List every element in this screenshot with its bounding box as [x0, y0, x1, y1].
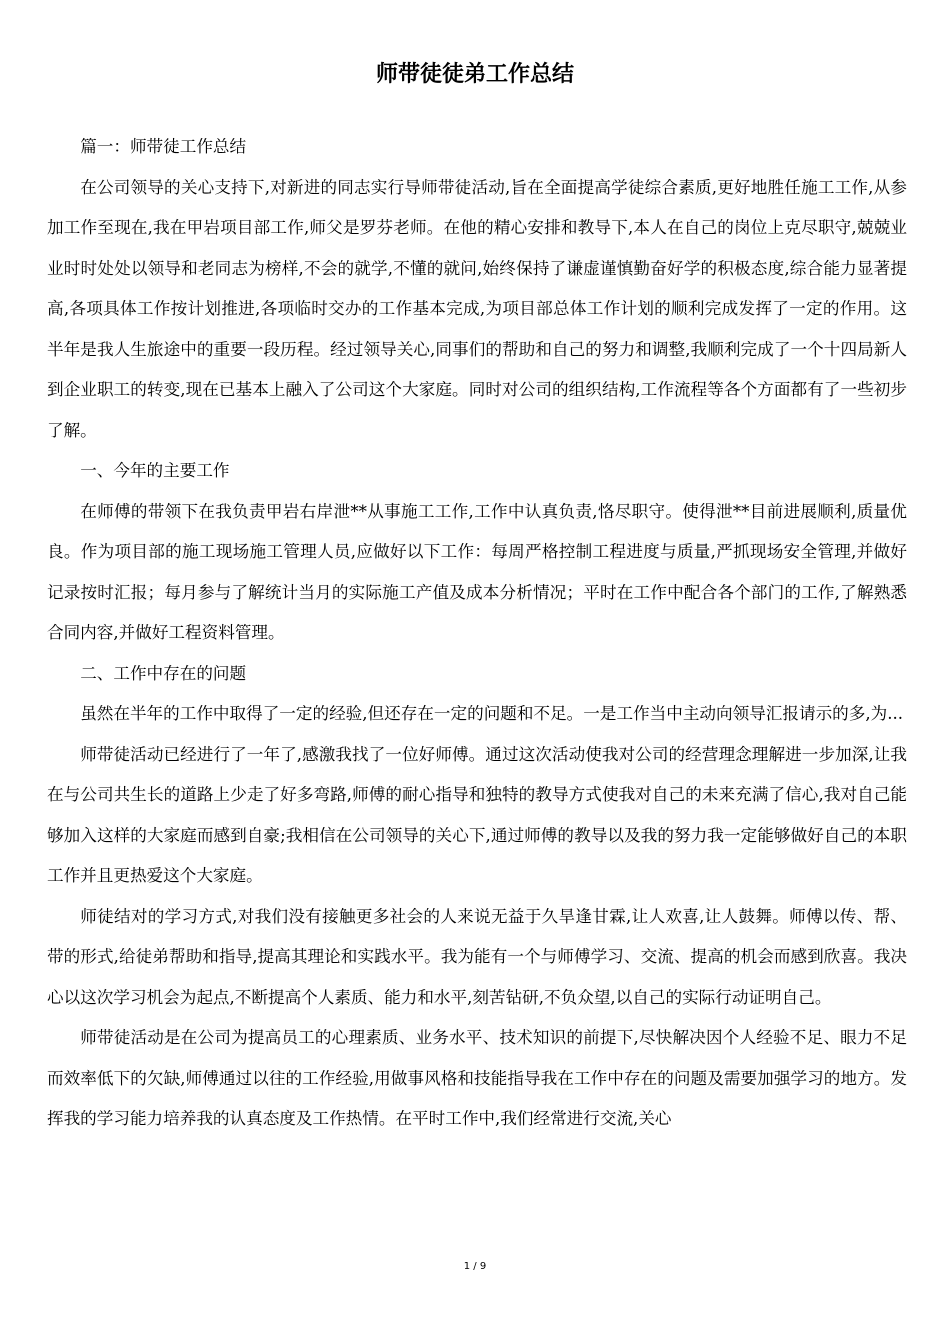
- paragraph-learning-method: 师徒结对的学习方式,对我们没有接触更多社会的人来说无益于久旱逢甘霖,让人欢喜,让人鼓舞。师傅以传、帮、带的形式,给徒弟帮助和指导,提高其理论和实践水平。我为能有一个与师傅学习、交流、提高的机会而感到欣喜。我决心以这次学习机会为起点,不断提高个人素质、能力和水平,刻苦钻研,不负众望,以自己的实际行动证明自己。: [47, 906, 907, 1007]
- paragraph-main-work: 在师傅的带领下在我负责甲岩右岸泄**从事施工工作,工作中认真负责,恪尽职守。使得泄**目前进展顺利,质量优良。作为项目部的施工现场施工管理人员,应做好以下工作：每周严格控制工程进度与质量,严抓现场安全管理,并做好记录按时汇报；每月参与了解统计当月的实际施工产值及成本分析情况；平时在工作中配合各个部门的工作,了解熟悉合同内容,并做好工程资料管理。: [47, 501, 907, 642]
- section-heading-part-one: 篇一：师带徒工作总结: [80, 137, 247, 156]
- paragraph-introduction: 在公司领导的关心支持下,对新进的同志实行导师带徒活动,旨在全面提高学徒综合素质,更好地胜任施工工作,从参加工作至现在,我在甲岩项目部工作,师父是罗芬老师。在他的精心安排和教导下,本人在自己的岗位上克尽职守,兢兢业业时时处处以领导和老同志为榜样,不会的就学,不懂的就问,始终保持了谦虚谨慎勤奋好学的积极态度,综合能力显著提高,各项具体工作按计划推进,各项临时交办的工作基本完成,为项目部总体工作计划的顺利完成发挥了一定的作用。这半年是我人生旅途中的重要一段历程。经过领导关心,同事们的帮助和自己的努力和调整,我顺利完成了一个十四局新人到企业职工的转变,现在已基本上融入了公司这个大家庭。同时对公司的组织结构,工作流程等各个方面都有了一些初步了解。: [47, 177, 907, 440]
- document-body: [47, 127, 907, 1140]
- section-heading-problems: 二、工作中存在的问题: [80, 663, 247, 683]
- paragraph-mentorship-purpose: 师带徒活动是在公司为提高员工的心理素质、业务水平、技术知识的前提下,尽快解决因个人经验不足、眼力不足而效率低下的欠缺,师傅通过以往的工作经验,用做事风格和技能指导我在工作中存在的问题及需要加强学习的地方。发挥我的学习能力培养我的认真态度及工作热情。在平时工作中,我们经常进行交流,关心: [47, 1028, 907, 1128]
- paragraph-mentorship-year: 师带徒活动已经进行了一年了,感激我找了一位好师傅。通过这次活动使我对公司的经营理念理解进一步加深,让我在与公司共生长的道路上少走了好多弯路,师傅的耐心指导和独特的教导方式使我对自己的未来充满了信心,我对自己能够加入这样的大家庭而感到自豪;我相信在公司领导的关心下,通过师傅的教导以及我的努力我一定能够做好自己的本职工作并且更热爱这个大家庭。: [47, 744, 907, 885]
- section-heading-main-work: 一、今年的主要工作: [80, 461, 230, 480]
- page-number: 1 / 9: [463, 1261, 487, 1272]
- paragraph-problems: 虽然在半年的工作中取得了一定的经验,但还存在一定的问题和不足。一是工作当中主动向领导汇报请示的多,为...: [80, 704, 904, 723]
- document-title: 师带徒徒弟工作总结: [375, 62, 574, 87]
